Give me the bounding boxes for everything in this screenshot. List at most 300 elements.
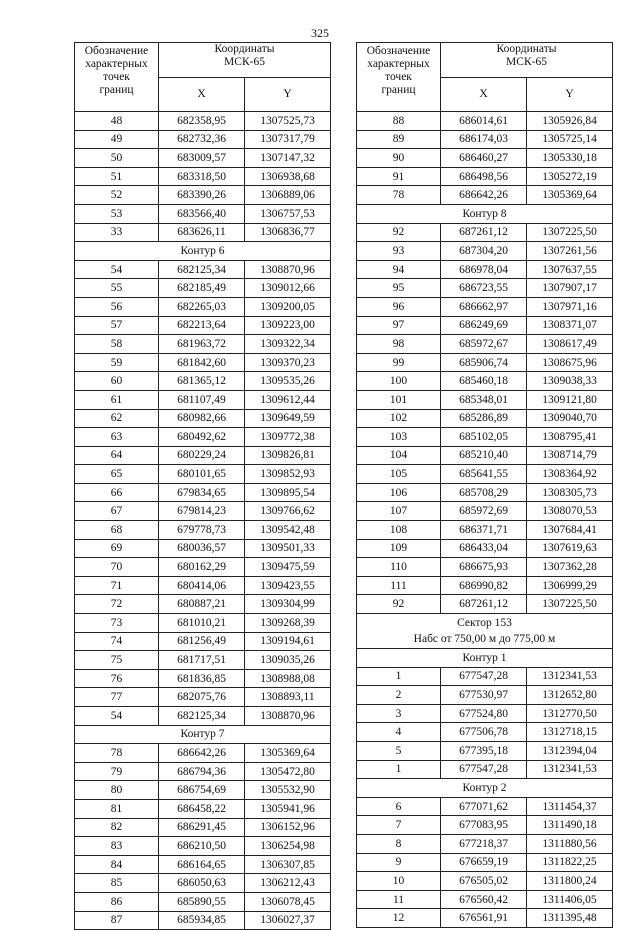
y-coordinate-cell: 1307261,56 [527,242,613,261]
x-coordinate-cell: 686249,69 [441,316,527,335]
point-id-cell: 104 [357,446,441,465]
point-id-cell: 81 [75,799,159,818]
point-id-cell: 92 [357,595,441,614]
table-row [75,204,331,223]
y-coordinate-cell: 1306836,77 [245,223,331,242]
contour-heading: Контур 6 [75,242,331,261]
point-id-cell: 66 [75,483,159,502]
y-coordinate-cell: 1305725,14 [527,130,613,149]
point-id-cell: 56 [75,297,159,316]
x-coordinate-cell: 686642,26 [441,186,527,205]
table-row [357,297,613,316]
table-row [357,149,613,168]
x-coordinate-cell: 683390,26 [159,186,245,205]
table-row [357,390,613,409]
x-coordinate-cell: 685102,05 [441,428,527,447]
point-id-cell: 99 [357,353,441,372]
table-row [75,465,331,484]
x-coordinate-cell: 683318,50 [159,167,245,186]
contour-heading: Контур 2 [357,779,613,798]
point-id-cell: 98 [357,335,441,354]
y-coordinate-cell: 1311822,25 [527,853,613,872]
y-coordinate-cell: 1306757,53 [245,204,331,223]
x-coordinate-cell: 687261,12 [441,223,527,242]
point-id-cell: 102 [357,409,441,428]
y-coordinate-cell: 1308893,11 [245,688,331,707]
table-row [75,688,331,707]
contour-heading: Контур 1 [357,649,613,668]
y-coordinate-cell: 1306212,43 [245,874,331,893]
table-row [75,483,331,502]
table-row [357,760,613,779]
y-coordinate-cell: 1308364,92 [527,465,613,484]
y-coordinate-cell: 1305369,64 [245,744,331,763]
x-coordinate-cell: 686291,45 [159,818,245,837]
point-id-cell: 61 [75,390,159,409]
point-id-cell: 70 [75,558,159,577]
table-row [357,465,613,484]
y-coordinate-cell: 1312394,04 [527,742,613,761]
y-coordinate-cell: 1309322,34 [245,335,331,354]
table-row [357,853,613,872]
sector-heading-line: Hабс от 750,00 м до 775,00 м [413,633,556,646]
y-coordinate-cell: 1309542,48 [245,521,331,540]
x-coordinate-cell: 680887,21 [159,595,245,614]
y-coordinate-cell: 1307684,41 [527,521,613,540]
x-coordinate-cell: 685972,69 [441,502,527,521]
x-coordinate-cell: 685286,89 [441,409,527,428]
designation-header: Обозначение характерных точек границ [357,43,441,112]
table-row [75,521,331,540]
point-id-cell: 7 [357,816,441,835]
x-coordinate-cell: 686050,63 [159,874,245,893]
table-row [75,260,331,279]
x-coordinate-cell: 686014,61 [441,112,527,131]
point-id-cell: 5 [357,742,441,761]
x-coordinate-cell: 686723,55 [441,279,527,298]
point-id-cell: 53 [75,204,159,223]
x-coordinate-cell: 680492,62 [159,428,245,447]
y-coordinate-cell: 1309223,00 [245,316,331,335]
y-coordinate-cell: 1306999,29 [527,576,613,595]
table-row [357,483,613,502]
table-row [357,909,613,928]
point-id-cell: 91 [357,167,441,186]
y-coordinate-cell: 1309012,66 [245,279,331,298]
y-coordinate-cell: 1309035,26 [245,651,331,670]
x-coordinate-cell: 681842,60 [159,353,245,372]
table-row [75,167,331,186]
table-row [357,242,613,261]
x-coordinate-cell: 686433,04 [441,539,527,558]
y-coordinate-cell: 1308870,96 [245,707,331,726]
point-id-cell: 78 [75,744,159,763]
point-id-cell: 48 [75,112,159,131]
point-id-cell: 1 [357,667,441,686]
table-row [75,223,331,242]
point-id-cell: 85 [75,874,159,893]
point-id-cell: 94 [357,260,441,279]
sector-heading [357,614,613,649]
table-row [75,744,331,763]
x-coordinate-cell: 686210,50 [159,837,245,856]
x-coordinate-cell: 681836,85 [159,669,245,688]
x-coordinate-cell: 685460,18 [441,372,527,391]
table-row [75,855,331,874]
table-row [75,502,331,521]
point-id-cell: 64 [75,446,159,465]
table-row [357,723,613,742]
point-id-cell: 54 [75,260,159,279]
y-coordinate-cell: 1311454,37 [527,797,613,816]
table-row [75,372,331,391]
y-coordinate-cell: 1305472,80 [245,762,331,781]
x-coordinate-cell: 679834,65 [159,483,245,502]
x-coordinate-cell: 677524,80 [441,704,527,723]
table-row [357,558,613,577]
point-id-cell: 106 [357,483,441,502]
table-row [357,539,613,558]
x-coordinate-cell: 685972,67 [441,335,527,354]
y-coordinate-cell: 1308714,79 [527,446,613,465]
contour-heading: Контур 7 [75,725,331,744]
table-row [357,797,613,816]
y-coordinate-cell: 1307317,79 [245,130,331,149]
x-coordinate-cell: 676505,02 [441,872,527,891]
point-id-cell: 107 [357,502,441,521]
point-id-cell: 57 [75,316,159,335]
table-row [357,816,613,835]
x-coordinate-cell: 685210,40 [441,446,527,465]
point-id-cell: 2 [357,686,441,705]
x-coordinate-cell: 682265,03 [159,297,245,316]
table-row [75,446,331,465]
table-row [357,372,613,391]
y-coordinate-cell: 1307362,28 [527,558,613,577]
table-row [75,762,331,781]
x-coordinate-cell: 683009,57 [159,149,245,168]
y-coordinate-cell: 1308988,08 [245,669,331,688]
contour-heading-row [357,204,613,223]
y-coordinate-cell: 1306027,37 [245,911,331,930]
table-row [75,651,331,670]
point-id-cell: 52 [75,186,159,205]
y-coordinate-cell: 1311800,24 [527,872,613,891]
point-id-cell: 72 [75,595,159,614]
x-coordinate-cell: 679814,23 [159,502,245,521]
y-coordinate-cell: 1309370,23 [245,353,331,372]
point-id-cell: 109 [357,539,441,558]
table-row [357,353,613,372]
x-coordinate-cell: 681365,12 [159,372,245,391]
x-coordinate-cell: 682075,76 [159,688,245,707]
y-coordinate-cell: 1312718,15 [527,723,613,742]
x-coordinate-cell: 686754,69 [159,781,245,800]
table-row [75,409,331,428]
point-id-cell: 58 [75,335,159,354]
y-coordinate-cell: 1307619,63 [527,539,613,558]
coordinates-header: Координаты МСК-65 [159,43,331,78]
x-coordinate-cell: 685906,74 [441,353,527,372]
table-row [357,686,613,705]
left-coordinates-table [74,42,331,930]
table-row [357,872,613,891]
x-coordinate-cell: 682732,36 [159,130,245,149]
point-id-cell: 83 [75,837,159,856]
y-header: Y [527,78,613,112]
table-row [357,704,613,723]
y-coordinate-cell: 1307637,55 [527,260,613,279]
y-coordinate-cell: 1306889,06 [245,186,331,205]
x-coordinate-cell: 683626,11 [159,223,245,242]
table-row [75,390,331,409]
point-id-cell: 101 [357,390,441,409]
table-row [75,353,331,372]
x-coordinate-cell: 682185,49 [159,279,245,298]
table-row [75,781,331,800]
y-coordinate-cell: 1312341,53 [527,667,613,686]
x-coordinate-cell: 680414,06 [159,576,245,595]
y-coordinate-cell: 1307225,50 [527,223,613,242]
point-id-cell: 75 [75,651,159,670]
sector-heading-row [357,614,613,649]
table-row [75,297,331,316]
point-id-cell: 79 [75,762,159,781]
table-row [357,167,613,186]
point-id-cell: 76 [75,669,159,688]
y-coordinate-cell: 1305941,96 [245,799,331,818]
y-coordinate-cell: 1305272,19 [527,167,613,186]
x-coordinate-cell: 685348,01 [441,390,527,409]
table-row [357,409,613,428]
table-row [75,837,331,856]
x-coordinate-cell: 677218,37 [441,834,527,853]
point-id-cell: 69 [75,539,159,558]
point-id-cell: 97 [357,316,441,335]
table-row [75,279,331,298]
x-coordinate-cell: 687304,20 [441,242,527,261]
point-id-cell: 89 [357,130,441,149]
x-coordinate-cell: 685890,55 [159,892,245,911]
table-row [75,614,331,633]
point-id-cell: 9 [357,853,441,872]
table-row [75,818,331,837]
point-id-cell: 63 [75,428,159,447]
x-coordinate-cell: 686794,36 [159,762,245,781]
y-coordinate-cell: 1307225,50 [527,595,613,614]
x-coordinate-cell: 677071,62 [441,797,527,816]
point-id-cell: 10 [357,872,441,891]
y-coordinate-cell: 1312770,50 [527,704,613,723]
x-coordinate-cell: 682125,34 [159,260,245,279]
point-id-cell: 6 [357,797,441,816]
point-id-cell: 67 [75,502,159,521]
contour-heading-row [75,725,331,744]
x-coordinate-cell: 686164,65 [159,855,245,874]
y-coordinate-cell: 1309535,26 [245,372,331,391]
y-coordinate-cell: 1311880,56 [527,834,613,853]
y-coordinate-cell: 1312652,80 [527,686,613,705]
x-coordinate-cell: 686642,26 [159,744,245,763]
y-coordinate-cell: 1308070,53 [527,502,613,521]
table-row [357,667,613,686]
point-id-cell: 110 [357,558,441,577]
x-coordinate-cell: 677083,95 [441,816,527,835]
x-coordinate-cell: 680036,57 [159,539,245,558]
y-coordinate-cell: 1311406,05 [527,890,613,909]
y-coordinate-cell: 1306152,96 [245,818,331,837]
x-coordinate-cell: 686498,56 [441,167,527,186]
table-row [357,890,613,909]
table-row [75,874,331,893]
point-id-cell: 84 [75,855,159,874]
y-coordinate-cell: 1307907,17 [527,279,613,298]
x-coordinate-cell: 686978,04 [441,260,527,279]
table-row [75,892,331,911]
y-coordinate-cell: 1306307,85 [245,855,331,874]
table-row [357,428,613,447]
table-row [75,707,331,726]
x-coordinate-cell: 677530,97 [441,686,527,705]
y-coordinate-cell: 1311490,18 [527,816,613,835]
x-header: X [159,78,245,112]
y-coordinate-cell: 1309268,39 [245,614,331,633]
table-row [357,279,613,298]
y-coordinate-cell: 1307971,16 [527,297,613,316]
table-row [357,316,613,335]
point-id-cell: 111 [357,576,441,595]
point-id-cell: 59 [75,353,159,372]
point-id-cell: 90 [357,149,441,168]
table-row [357,595,613,614]
point-id-cell: 62 [75,409,159,428]
point-id-cell: 71 [75,576,159,595]
y-coordinate-cell: 1305369,64 [527,186,613,205]
table-row [75,558,331,577]
y-coordinate-cell: 1309772,38 [245,428,331,447]
y-coordinate-cell: 1307147,32 [245,149,331,168]
designation-header: Обозначение характерных точек границ [75,43,159,112]
x-coordinate-cell: 686174,03 [441,130,527,149]
x-coordinate-cell: 682358,95 [159,112,245,131]
y-coordinate-cell: 1308795,41 [527,428,613,447]
table-row [357,521,613,540]
x-coordinate-cell: 677547,28 [441,760,527,779]
x-coordinate-cell: 683566,40 [159,204,245,223]
y-coordinate-cell: 1309852,93 [245,465,331,484]
x-coordinate-cell: 677395,18 [441,742,527,761]
contour-heading-row [357,779,613,798]
table-row [357,742,613,761]
y-coordinate-cell: 1309895,54 [245,483,331,502]
y-coordinate-cell: 1309040,70 [527,409,613,428]
table-row [357,335,613,354]
point-id-cell: 96 [357,297,441,316]
y-coordinate-cell: 1308305,73 [527,483,613,502]
point-id-cell: 92 [357,223,441,242]
table-row [75,539,331,558]
y-coordinate-cell: 1308870,96 [245,260,331,279]
point-id-cell: 93 [357,242,441,261]
point-id-cell: 74 [75,632,159,651]
point-id-cell: 105 [357,465,441,484]
table-row [75,428,331,447]
point-id-cell: 100 [357,372,441,391]
y-coordinate-cell: 1306938,68 [245,167,331,186]
table-row [357,446,613,465]
point-id-cell: 1 [357,760,441,779]
x-coordinate-cell: 681963,72 [159,335,245,354]
x-coordinate-cell: 682213,64 [159,316,245,335]
x-coordinate-cell: 685641,55 [441,465,527,484]
point-id-cell: 3 [357,704,441,723]
point-id-cell: 55 [75,279,159,298]
x-coordinate-cell: 679778,73 [159,521,245,540]
right-coordinates-table [356,42,613,928]
table-row [75,316,331,335]
page-number: 325 [311,26,329,40]
point-id-cell: 77 [75,688,159,707]
x-coordinate-cell: 685708,29 [441,483,527,502]
table-row [357,576,613,595]
point-id-cell: 73 [75,614,159,633]
y-coordinate-cell: 1306078,45 [245,892,331,911]
y-coordinate-cell: 1305330,18 [527,149,613,168]
y-coordinate-cell: 1309038,33 [527,372,613,391]
point-id-cell: 49 [75,130,159,149]
x-coordinate-cell: 676561,91 [441,909,527,928]
y-header: Y [245,78,331,112]
point-id-cell: 51 [75,167,159,186]
point-id-cell: 95 [357,279,441,298]
y-coordinate-cell: 1307525,73 [245,112,331,131]
table-row [357,112,613,131]
y-coordinate-cell: 1309766,62 [245,502,331,521]
y-coordinate-cell: 1308371,07 [527,316,613,335]
table-row [75,112,331,131]
x-coordinate-cell: 680101,65 [159,465,245,484]
contour-heading-row [357,649,613,668]
x-coordinate-cell: 680982,66 [159,409,245,428]
y-coordinate-cell: 1306254,98 [245,837,331,856]
y-coordinate-cell: 1309121,80 [527,390,613,409]
point-id-cell: 78 [357,186,441,205]
y-coordinate-cell: 1309423,55 [245,576,331,595]
table-row [75,576,331,595]
y-coordinate-cell: 1305926,84 [527,112,613,131]
contour-heading-row [75,242,331,261]
table-row [75,335,331,354]
point-id-cell: 87 [75,911,159,930]
x-coordinate-cell: 681010,21 [159,614,245,633]
y-coordinate-cell: 1305532,90 [245,781,331,800]
point-id-cell: 88 [357,112,441,131]
x-coordinate-cell: 677506,78 [441,723,527,742]
point-id-cell: 65 [75,465,159,484]
table-row [75,149,331,168]
x-coordinate-cell: 686675,93 [441,558,527,577]
point-id-cell: 68 [75,521,159,540]
point-id-cell: 86 [75,892,159,911]
table-row [357,223,613,242]
table-row [357,186,613,205]
point-id-cell: 11 [357,890,441,909]
x-coordinate-cell: 681256,49 [159,632,245,651]
x-coordinate-cell: 686990,82 [441,576,527,595]
x-coordinate-cell: 681717,51 [159,651,245,670]
point-id-cell: 54 [75,707,159,726]
point-id-cell: 80 [75,781,159,800]
